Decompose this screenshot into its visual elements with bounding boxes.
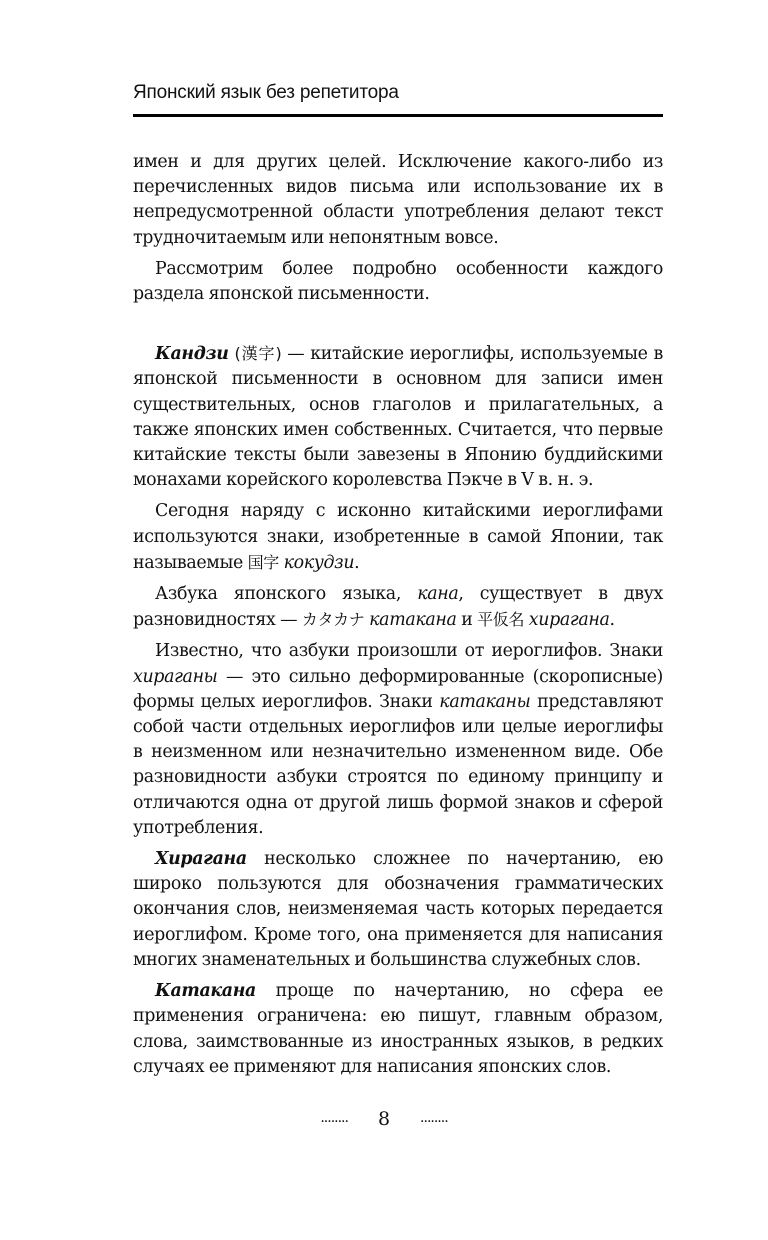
- jp-hiragana: 平仮名: [477, 610, 525, 630]
- paragraph-kana: [133, 582, 663, 633]
- paragraph-2: Рассмотрим более подробно особенности каждого раздела японской письменности.: [133, 258, 663, 305]
- jp-kanji: (漢字): [234, 344, 282, 364]
- term-katakana: Катакана: [155, 981, 256, 1002]
- footer-dots-right: ........: [420, 1110, 448, 1126]
- footer-dots-left: ........: [320, 1110, 348, 1126]
- paragraph-katakana-text: проще по начертанию, но сфера ее применения ограничена: ею пишут, главным образом, слова, заимствованные из иностранных языков, в редких случаях ее применяют для написания японских слов.: [133, 981, 663, 1077]
- paragraph-origin-text-b: — это сильно деформированные (скорописные) формы целых иероглифов. Знаки: [133, 666, 663, 712]
- paragraph-kana-text-a: Азбука японского языка,: [155, 584, 418, 605]
- paragraph-kokuji: [133, 499, 663, 576]
- paragraph-kokuji-text-a: Сегодня наряду с исконно китайскими иероглифами используются знаки, изобретенные в самой Японии, так называемые: [133, 501, 663, 573]
- paragraph-origin-text-c: представляют собой части отдельных иероглифов или целые иероглифы в неизменном или незначительно измененном виде. Обе разновидности азбуки строятся по единому принципу и отличаются одна от другой лишь формой знаков и сферой употребления.: [133, 691, 663, 838]
- paragraph-kana-text-c: и: [456, 610, 478, 631]
- italic-katakana: катакана: [369, 610, 457, 631]
- italic-kana: кана: [417, 584, 459, 605]
- paragraph-kanji: [133, 341, 663, 493]
- term-hiragana: Хирагана: [155, 849, 247, 870]
- paragraph-kana-text-d: .: [609, 610, 615, 631]
- italic-katakanas: катаканы: [439, 691, 531, 712]
- paragraph-katakana: [133, 979, 663, 1080]
- paragraph-origin-text-a: Известно, что азбуки произошли от иероглифов. Знаки: [155, 641, 663, 662]
- term-kanji: Кандзи: [155, 344, 229, 365]
- page-footer: [0, 1108, 768, 1130]
- paragraph-hiragana: [133, 847, 663, 973]
- paragraph-kana-text-b: , существует в двух разновидностях —: [133, 584, 663, 631]
- paragraph-hiragana-text: несколько сложнее по начертанию, ею широко пользуются для обозначения грамматических окончания слов, неизменяемая часть которых передается иероглифом. Кроме того, она применяется для написания многих знаменательных и большинства служебных слов.: [133, 849, 663, 970]
- body-text: [133, 150, 663, 1080]
- header-rule: [133, 114, 663, 117]
- jp-katakana: カタカナ: [301, 610, 365, 630]
- italic-kokuji: кокудзи: [283, 552, 355, 573]
- paragraph-kokuji-text-b: .: [354, 552, 360, 573]
- running-header: Японский язык без репетитора: [133, 82, 399, 103]
- jp-kokuji: 国字: [247, 552, 279, 572]
- paragraph-origin: [133, 639, 663, 841]
- italic-hiragana: хирагана: [528, 610, 610, 631]
- italic-hiraganas: хираганы: [133, 666, 218, 687]
- paragraph-kanji-text: — китайские иероглифы, используемые в японской письменности в основном для записи имен существительных, основ глаголов и прилагательных, а также японских имен собственных. Считается, что первые китайские тексты были завезены в Японию буддийскими монахами корейского королевства Пэкче в V в. н. э.: [133, 344, 663, 491]
- paragraph-1: имен и для других целей. Исключение какого-либо из перечисленных видов письма или использование их в непредусмотренной области употребления делают текст трудночитаемым или непонятным вовсе.: [133, 152, 663, 248]
- page-number: 8: [377, 1108, 391, 1130]
